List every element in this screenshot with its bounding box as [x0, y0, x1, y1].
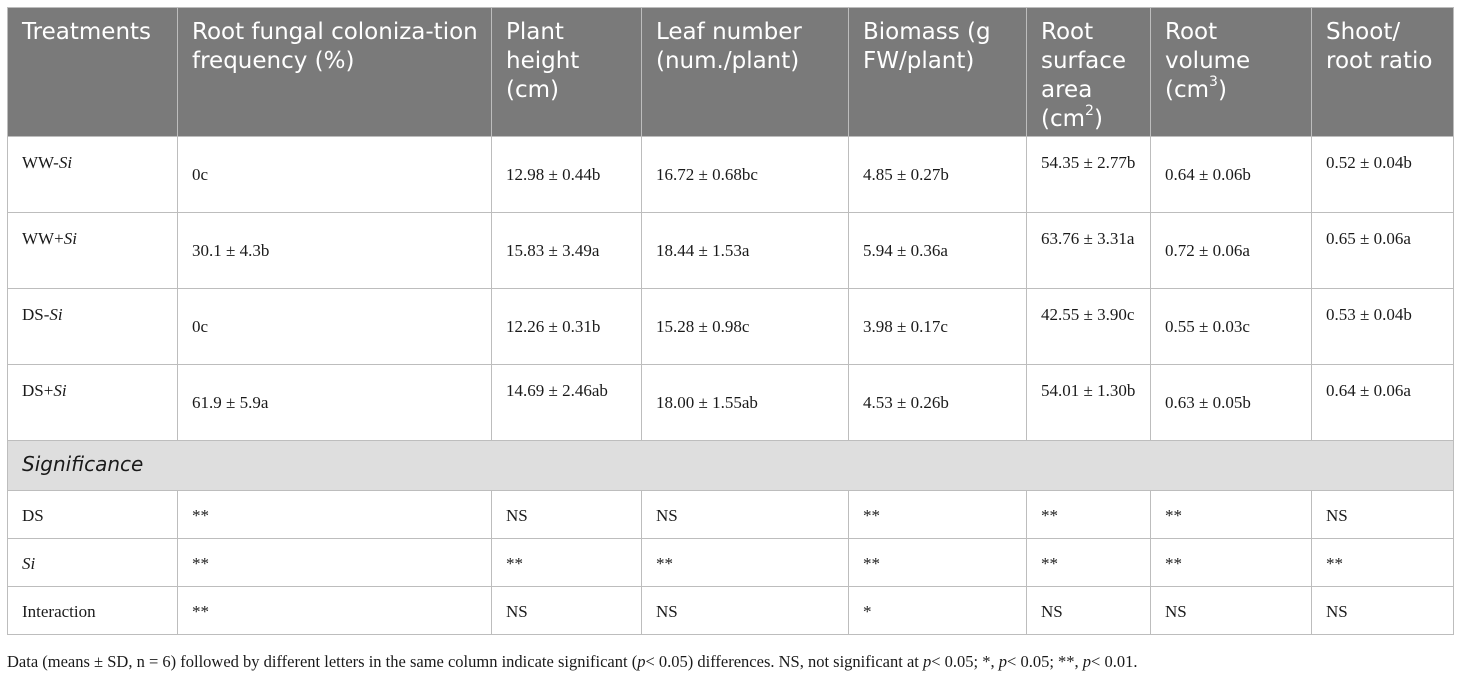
table-cell: 18.00 ± 1.55ab	[642, 365, 849, 441]
table-cell: NS	[642, 587, 849, 635]
table-cell: **	[642, 539, 849, 587]
treatment-si: Si	[53, 381, 67, 400]
table-cell: 30.1 ± 4.3b	[178, 213, 492, 289]
table-cell: **	[1151, 539, 1312, 587]
footnote-text: Data (means ± SD, n = 6) followed by different letters in the same column indicate significant (	[7, 652, 638, 671]
treatment-cell	[8, 365, 178, 441]
treatment-si: Si	[63, 229, 77, 248]
table-cell: 42.55 ± 3.90c	[1027, 289, 1151, 365]
significance-label: DS	[8, 491, 178, 539]
footnote-text: < 0.05; **,	[1007, 652, 1083, 671]
treatment-cell	[8, 289, 178, 365]
header-shoot-root-ratio: Shoot/ root ratio	[1312, 8, 1454, 137]
table-cell: NS	[1151, 587, 1312, 635]
treatment-prefix: DS-	[22, 305, 50, 324]
footnote-p: p	[1082, 652, 1092, 671]
table-body	[8, 137, 1454, 635]
significance-row	[8, 539, 1454, 587]
table-cell: 0.72 ± 0.06a	[1151, 213, 1312, 289]
table-cell: 0.63 ± 0.05b	[1151, 365, 1312, 441]
treatment-prefix: WW-	[22, 153, 59, 172]
header-root-surface-area-text: Root surface area (cm	[1041, 19, 1127, 132]
table-cell: **	[1312, 539, 1454, 587]
header-root-volume-sup: 3	[1209, 74, 1218, 91]
footnote-text: < 0.01.	[1091, 652, 1138, 671]
table-cell: **	[1027, 491, 1151, 539]
significance-row	[8, 491, 1454, 539]
table-cell: 0.65 ± 0.06a	[1312, 213, 1454, 289]
table-cell: 0.64 ± 0.06b	[1151, 137, 1312, 213]
table-cell: 4.53 ± 0.26b	[849, 365, 1027, 441]
significance-heading: Significance	[8, 441, 1454, 491]
treatment-cell	[8, 137, 178, 213]
header-root-surface-area-close: )	[1093, 106, 1103, 132]
treatment-prefix: DS+	[22, 381, 54, 400]
significance-label: Interaction	[8, 587, 178, 635]
footnote-p: p	[637, 652, 646, 671]
table-cell: NS	[642, 491, 849, 539]
table-cell: NS	[492, 491, 642, 539]
table-cell: 15.83 ± 3.49a	[492, 213, 642, 289]
treatment-cell	[8, 213, 178, 289]
table-cell: 0c	[178, 137, 492, 213]
table-cell: 3.98 ± 0.17c	[849, 289, 1027, 365]
table-cell: NS	[492, 587, 642, 635]
results-table	[7, 7, 1454, 635]
table-cell: **	[178, 539, 492, 587]
table-cell: **	[849, 491, 1027, 539]
table-cell: **	[492, 539, 642, 587]
table-cell: NS	[1027, 587, 1151, 635]
table-cell: 4.85 ± 0.27b	[849, 137, 1027, 213]
header-treatments: Treatments	[8, 8, 178, 137]
table-cell: 5.94 ± 0.36a	[849, 213, 1027, 289]
table-cell: 54.01 ± 1.30b	[1027, 365, 1151, 441]
header-row	[8, 8, 1454, 137]
significance-label-si: Si	[22, 554, 36, 573]
header-root-volume-text: Root volume (cm	[1165, 19, 1251, 103]
table-cell: 0.52 ± 0.04b	[1312, 137, 1454, 213]
table-cell: 0.53 ± 0.04b	[1312, 289, 1454, 365]
table-cell: 0c	[178, 289, 492, 365]
header-root-volume-close: )	[1217, 77, 1227, 103]
table-cell: 54.35 ± 2.77b	[1027, 137, 1151, 213]
table-cell: NS	[1312, 491, 1454, 539]
table-row	[8, 365, 1454, 441]
treatment-si: Si	[58, 153, 73, 172]
table-cell: 18.44 ± 1.53a	[642, 213, 849, 289]
header-root-colonization: Root fungal coloniza-tion frequency (%)	[178, 8, 492, 137]
table-cell: *	[849, 587, 1027, 635]
table-footnote	[7, 652, 1137, 672]
table-cell: 12.26 ± 0.31b	[492, 289, 642, 365]
footnote-text: < 0.05) differences. NS, not significant at	[645, 652, 923, 671]
significance-label	[8, 539, 178, 587]
table-cell: **	[178, 491, 492, 539]
header-biomass: Biomass (g FW/plant)	[849, 8, 1027, 137]
footnote-p: p	[998, 652, 1008, 671]
table-cell: **	[849, 539, 1027, 587]
table-cell: 12.98 ± 0.44b	[492, 137, 642, 213]
treatment-si: Si	[49, 305, 63, 324]
table-cell: 0.55 ± 0.03c	[1151, 289, 1312, 365]
significance-row	[8, 587, 1454, 635]
table-cell: NS	[1312, 587, 1454, 635]
table-cell: 16.72 ± 0.68bc	[642, 137, 849, 213]
significance-heading-row	[8, 441, 1454, 491]
table-cell: 61.9 ± 5.9a	[178, 365, 492, 441]
table-cell: 0.64 ± 0.06a	[1312, 365, 1454, 441]
header-plant-height: Plant height (cm)	[492, 8, 642, 137]
treatment-prefix: WW+	[22, 229, 64, 248]
footnote-text: < 0.05; *,	[931, 652, 999, 671]
table-cell: 14.69 ± 2.46ab	[492, 365, 642, 441]
footnote-p: p	[923, 652, 932, 671]
table-cell: **	[1027, 539, 1151, 587]
table-cell: **	[178, 587, 492, 635]
header-leaf-number: Leaf number (num./plant)	[642, 8, 849, 137]
header-root-volume	[1151, 8, 1312, 137]
table-row	[8, 137, 1454, 213]
table-cell: 63.76 ± 3.31a	[1027, 213, 1151, 289]
header-root-surface-area-sup: 2	[1085, 103, 1094, 120]
table-cell: **	[1151, 491, 1312, 539]
table-cell: 15.28 ± 0.98c	[642, 289, 849, 365]
table-row	[8, 213, 1454, 289]
header-root-surface-area	[1027, 8, 1151, 137]
table-row	[8, 289, 1454, 365]
